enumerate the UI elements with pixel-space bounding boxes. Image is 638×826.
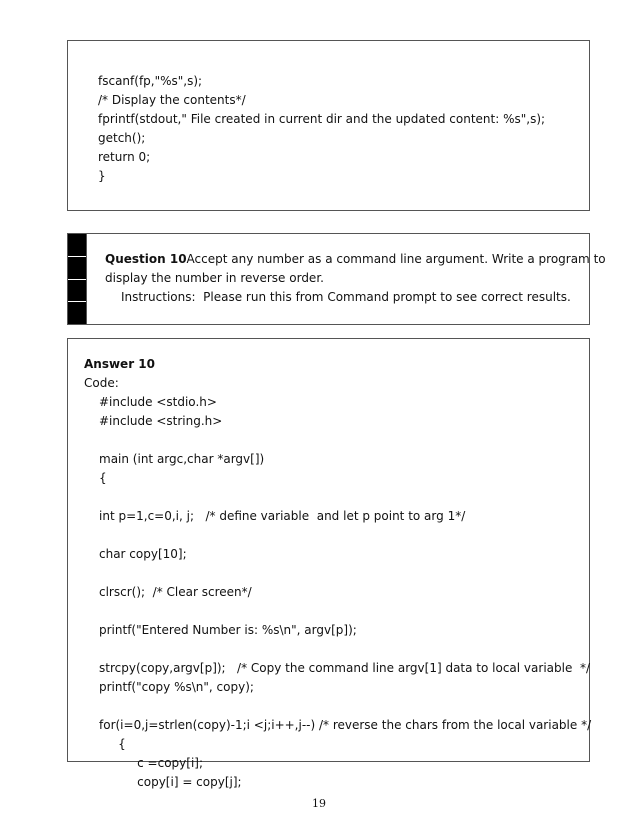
question-title: Question 10 (105, 252, 187, 266)
code-line: return 0; (98, 150, 151, 164)
code-line (99, 431, 591, 450)
code-line (99, 640, 591, 659)
question-instructions: Instructions: Please run this from Command prompt to see correct results. (121, 290, 571, 304)
code-line: { (99, 471, 107, 485)
answer-header (84, 355, 155, 393)
code-line: for(i=0,j=strlen(copy)-1;i <j;i++,j--) /* reverse the chars from the local variable */ (99, 718, 592, 732)
answer-title: Answer 10 (84, 357, 155, 371)
code-line: #include <stdio.h> (99, 395, 217, 409)
code-line: copy[i] = copy[j]; (99, 775, 242, 789)
question-side-bar (68, 234, 87, 324)
code-line: int p=1,c=0,i, j; /* define variable and let p point to arg 1*/ (99, 509, 466, 523)
code-lines-top (98, 72, 545, 186)
code-line: getch(); (98, 131, 146, 145)
code-line: printf("Entered Number is: %s\n", argv[p]); (99, 623, 357, 637)
answer-box (67, 338, 592, 789)
code-line (99, 697, 591, 716)
code-line: strcpy(copy,argv[p]); /* Copy the command line argv[1] data to local variable */ (99, 661, 591, 675)
question-line-1: Accept any number as a command line argument. Write a program to (186, 252, 606, 266)
page-number: 19 (312, 797, 326, 810)
code-line (99, 526, 591, 545)
question-text (105, 250, 606, 307)
code-line (99, 564, 591, 583)
code-line: #include <string.h> (99, 414, 223, 428)
code-line: printf("copy %s\n", copy); (99, 680, 254, 694)
code-line: fscanf(fp,"%s",s); (98, 74, 203, 88)
code-line: c =copy[i]; (99, 756, 204, 770)
question-box (67, 233, 606, 325)
code-line (99, 488, 591, 507)
answer-code-lines (99, 393, 591, 792)
code-line: /* Display the contents*/ (98, 93, 246, 107)
code-line: { (99, 737, 126, 751)
code-line: } (98, 169, 106, 183)
code-line (99, 602, 591, 621)
code-line: main (int argc,char *argv[]) (99, 452, 265, 466)
question-line-2: display the number in reverse order. (105, 271, 324, 285)
code-line: clrscr(); /* Clear screen*/ (99, 585, 252, 599)
code-label: Code: (84, 376, 119, 390)
code-line: fprintf(stdout," File created in current dir and the updated content: %s",s); (98, 112, 546, 126)
code-block-top (67, 40, 590, 211)
code-line: char copy[10]; (99, 547, 187, 561)
